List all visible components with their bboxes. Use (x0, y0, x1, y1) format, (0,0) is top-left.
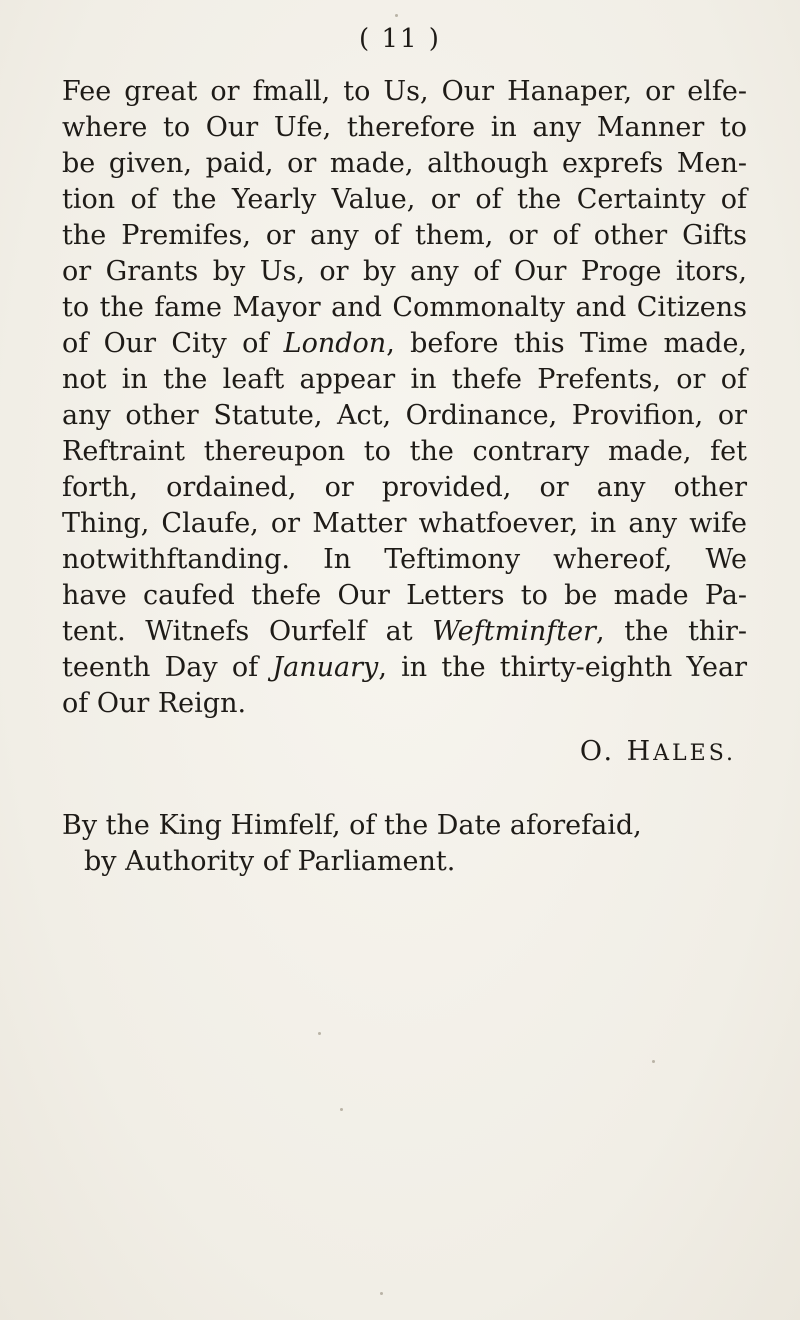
body-text (62, 74, 747, 722)
body-line: Reftraint thereupon to the contrary made, fet (62, 436, 747, 467)
body-line (62, 614, 747, 650)
body-line: where to Our Ufe, therefore in any Manner to (62, 112, 747, 143)
place-name-london: London (283, 328, 387, 359)
body-line: be given, paid, or made, although exprefs Men- (62, 148, 747, 179)
body-line-text: , the thir- (595, 616, 747, 647)
body-line: have caufed thefe Our Letters to be made Pa- (62, 580, 747, 611)
paper-speck (652, 1060, 655, 1063)
body-line-text: , before this Time made, (386, 328, 748, 359)
body-line: forth, ordained, or provided, or any other (62, 472, 747, 503)
body-line (62, 650, 747, 686)
signature-initial: O. H (579, 736, 654, 767)
body-line: Fee great or fmall, to Us, Our Hanaper, or elfe- (62, 76, 747, 107)
paper-speck (380, 1292, 383, 1295)
body-line: the Premifes, or any of them, or of other Gifts (62, 220, 747, 251)
body-line: any other Statute, Act, Ordinance, Provifion, or (62, 400, 747, 431)
body-line-text: tent. Witnefs Ourfelf at (62, 616, 433, 647)
attestation (62, 808, 702, 880)
page-number: ( 11 ) (359, 24, 441, 54)
place-name-westminster: Weftminfter (432, 616, 596, 647)
body-line (62, 326, 747, 362)
signature-rest: ALES. (653, 741, 736, 766)
paper-speck (395, 14, 398, 17)
body-line-text: of Our City of (62, 328, 284, 359)
month-name-january: January (272, 652, 379, 683)
attestation-line: By the King Himfelf, of the Date aforefaid, (62, 810, 642, 841)
paper-speck (318, 1032, 321, 1035)
body-line-text: , in the thirty-eighth Year (378, 652, 747, 683)
body-line: notwithftanding. In Teftimony whereof, We (62, 544, 747, 575)
attestation-line: by Authority of Parliament. (84, 846, 456, 877)
body-line: of Our Reign. (62, 688, 247, 719)
body-line: Thing, Claufe, or Matter whatfoever, in any wife (62, 508, 747, 539)
signature (580, 736, 736, 767)
paper-speck (340, 1108, 343, 1111)
body-line: to the fame Mayor and Commonalty and Citizens (62, 292, 747, 323)
body-line: not in the leaft appear in thefe Prefents, or of (62, 364, 747, 395)
body-line-text: teenth Day of (62, 652, 273, 683)
body-line: or Grants by Us, or by any of Our Proge itors, (62, 256, 747, 287)
body-line: tion of the Yearly Value, or of the Certainty of (62, 184, 747, 215)
